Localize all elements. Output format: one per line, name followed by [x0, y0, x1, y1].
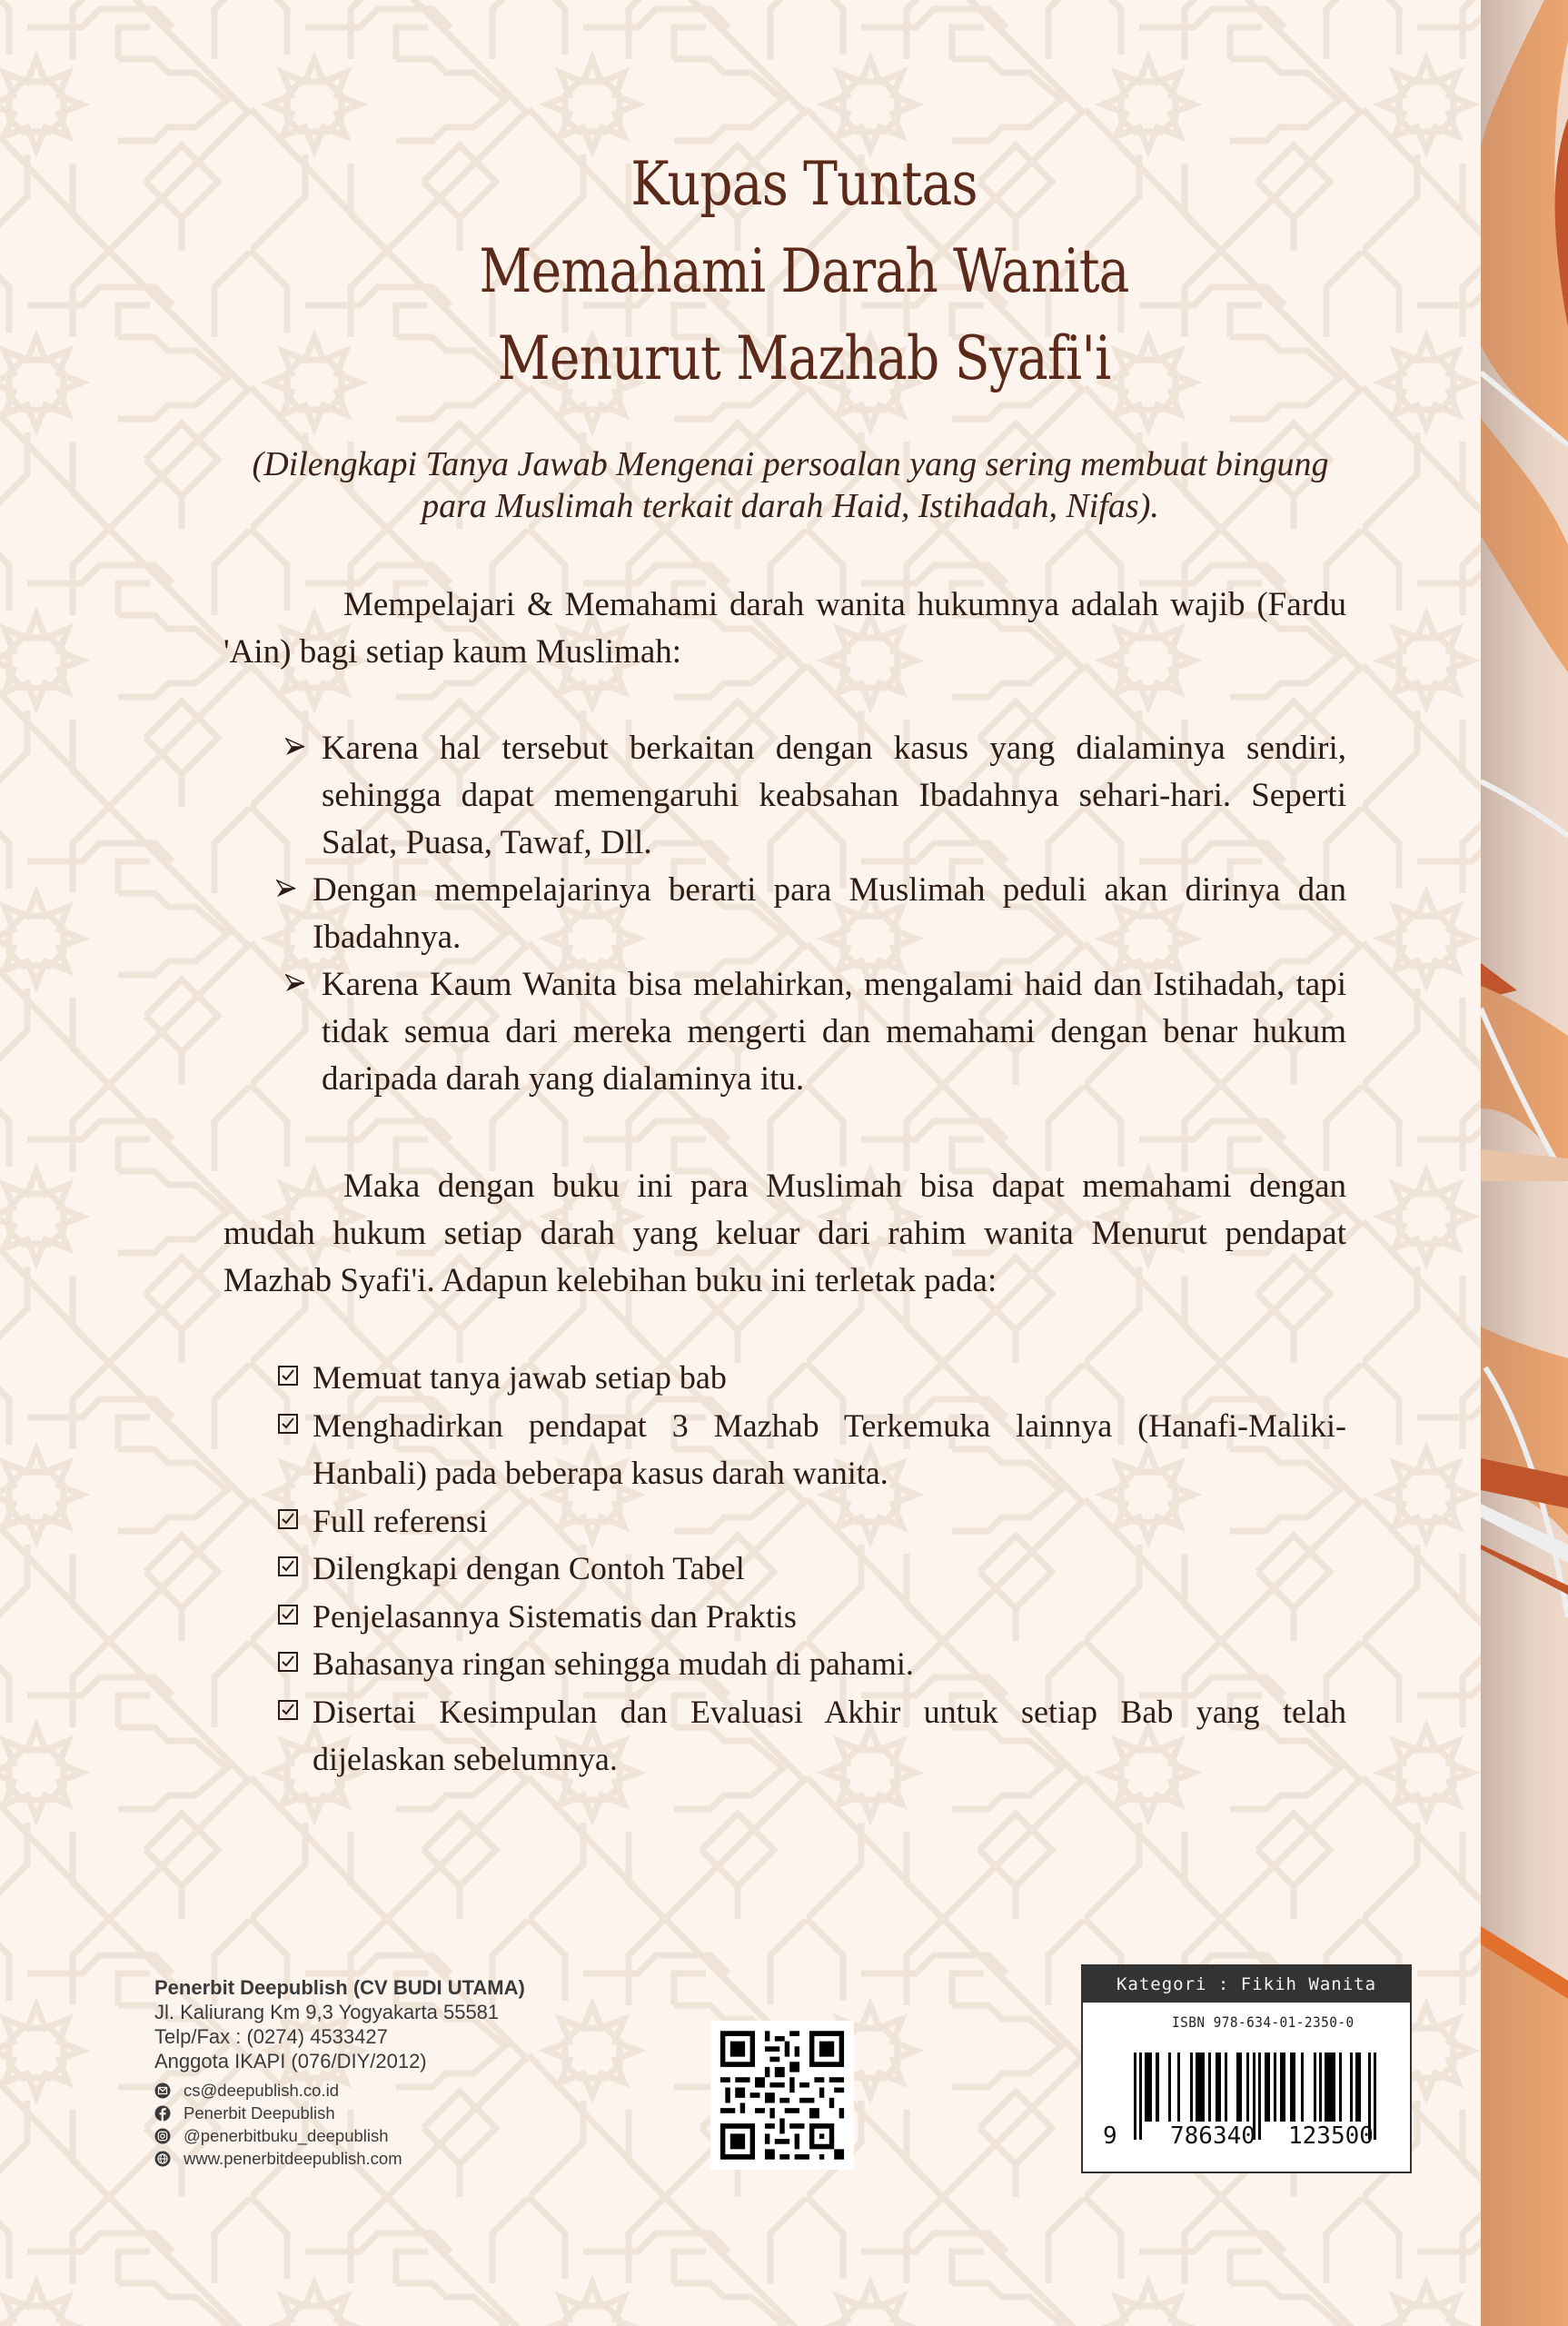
contact-instagram [154, 2124, 627, 2147]
list-item [278, 1354, 1346, 1402]
title-line: Menurut Mazhab Syafi'i [497, 323, 1111, 393]
conclusion-text: Maka dengan buku ini para Muslimah bisa dapat memahami dengan mudah hukum setiap darah yang keluar dari rahim wanita Menurut pendapat Mazhab Syafi'i. Adapun kelebihan buku ini terletak pada: [223, 1168, 1346, 1299]
advantage-text: Bahasanya ringan sehingga mudah di pahami. [313, 1645, 914, 1682]
intro-text: Mempelajari & Memahami darah wanita hukumnya adalah wajib (Fardu 'Ain) bagi setiap kaum Muslimah: [223, 586, 1346, 671]
category-label: Kategori : Fikih Wanita [1083, 1966, 1410, 2003]
contact-text[interactable]: www.penerbitdeepublish.com [184, 2149, 402, 2168]
checkbox-checked-icon [278, 1700, 298, 1720]
list-item [278, 1640, 1346, 1688]
barcode-digits-left: 786340 [1170, 2122, 1255, 2150]
checkbox-checked-icon [278, 1652, 298, 1672]
contact-facebook [154, 2102, 627, 2124]
contact-text[interactable]: @penerbitbuku_deepublish [184, 2126, 389, 2145]
barcode-digit-first: 9 [1103, 2122, 1117, 2150]
subtitle-line: para Muslimah terkait darah Haid, Istihadah, Nifas). [422, 487, 1159, 525]
subtitle-line: (Dilengkapi Tanya Jawab Mengenai persoalan yang sering membuat bingung [252, 445, 1329, 483]
advantage-text: Penjelasannya Sistematis dan Praktis [313, 1597, 797, 1635]
publisher-address: Jl. Kaliurang Km 9,3 Yogyakarta 55581 [154, 2001, 500, 2023]
reason-text: Karena Kaum Wanita bisa melahirkan, mengalami haid dan Istihadah, tapi tidak semua dari mereka mengerti dan memahami dengan benar hukum daripada darah yang dialaminya itu. [322, 966, 1346, 1098]
list-item [282, 961, 1346, 1103]
publisher-membership: Anggota IKAPI (076/DIY/2012) [154, 2050, 427, 2073]
reason-text: Karena hal tersebut berkaitan dengan kasus yang dialaminya sendiri, sehingga dapat memengaruhi keabsahan Ibadahnya sehari-hari. Seperti Salat, Puasa, Tawaf, Dll. [322, 730, 1346, 861]
advantage-text: Full referensi [313, 1502, 488, 1539]
arrowhead-icon [285, 961, 313, 1009]
contact-text[interactable]: cs@deepublish.co.id [184, 2081, 339, 2100]
isbn-number: ISBN 978-634-01-2350-0 [1172, 2013, 1355, 2031]
advantage-text: Menghadirkan pendapat 3 Mazhab Terkemuka lainnya (Hanafi-Maliki-Hanbali) pada beberapa kasus darah wanita. [313, 1407, 1346, 1491]
title-line: Memahami Darah Wanita [479, 236, 1129, 306]
advantage-text: Dilengkapi dengan Contoh Tabel [313, 1550, 745, 1586]
list-item [278, 1545, 1346, 1593]
intro-paragraph [223, 582, 1346, 676]
list-item [282, 867, 1346, 961]
orange-swirl-decoration [1481, 0, 1568, 2326]
contact-email [154, 2079, 627, 2102]
reason-text: Dengan mempelajarinya berarti para Muslimah peduli akan dirinya dan Ibadahnya. [313, 871, 1346, 956]
book-title [371, 141, 1238, 403]
arrowhead-icon [276, 867, 303, 914]
checkbox-checked-icon [278, 1605, 298, 1625]
publisher-name: Penerbit Deepublish (CV BUDI UTAMA) [154, 1976, 525, 1999]
instagram-icon [154, 2128, 171, 2144]
list-item [278, 1402, 1346, 1497]
isbn-barcode-box [1081, 1964, 1412, 2173]
list-item [278, 1497, 1346, 1546]
publisher-contacts [154, 2079, 627, 2170]
advantage-text: Memuat tanya jawab setiap bab [313, 1359, 727, 1396]
checkbox-checked-icon [278, 1414, 298, 1434]
list-item [278, 1688, 1346, 1784]
title-line: Kupas Tuntas [630, 149, 978, 219]
checkbox-checked-icon [278, 1509, 298, 1529]
facebook-icon [154, 2105, 171, 2122]
email-icon [154, 2082, 171, 2099]
checkbox-checked-icon [278, 1366, 298, 1386]
publisher-info [154, 1975, 627, 2170]
list-item [278, 1593, 1346, 1641]
checkbox-checked-icon [278, 1556, 298, 1576]
advantages-list [278, 1354, 1346, 1784]
qr-code-icon[interactable] [710, 2021, 854, 2170]
conclusion-paragraph [223, 1163, 1346, 1305]
contact-text[interactable]: Penerbit Deepublish [184, 2103, 335, 2122]
globe-icon [154, 2151, 171, 2167]
list-item [282, 725, 1346, 867]
contact-website [154, 2147, 627, 2170]
advantage-text: Disertai Kesimpulan dan Evaluasi Akhir untuk setiap Bab yang telah dijelaskan sebelumnya. [313, 1693, 1346, 1777]
arrowhead-icon [285, 725, 313, 772]
cover-spine-decoration [1481, 0, 1568, 2326]
book-subtitle [218, 443, 1363, 527]
publisher-phone: Telp/Fax : (0274) 4533427 [154, 2025, 388, 2048]
reasons-list [282, 725, 1346, 1103]
barcode-digits-right: 123500 [1288, 2122, 1374, 2150]
